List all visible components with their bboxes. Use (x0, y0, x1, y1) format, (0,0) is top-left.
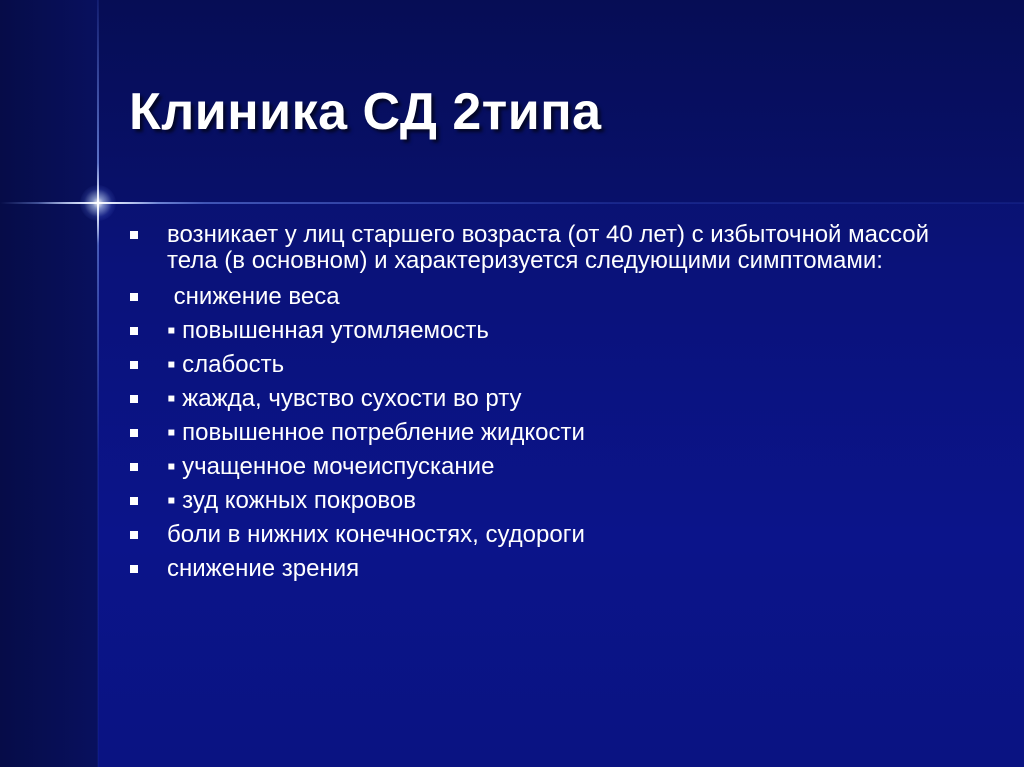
left-background-band (0, 0, 98, 767)
bullet-text: возникает у лиц старшего возраста (от 40 лет) с избыточной массой тела (в основном) и характеризуется следующими симптомами: (167, 221, 929, 274)
vertical-accent-line (97, 0, 99, 767)
square-bullet-icon (130, 231, 138, 239)
slide-title: Клиника СД 2типа (129, 83, 602, 141)
bullet-text: ▪ слабость (167, 351, 285, 378)
bullet-text: ▪ повышенное потребление жидкости (167, 419, 585, 446)
bullet-item (128, 454, 948, 480)
bullet-item (128, 352, 948, 378)
bullet-text: снижение зрения (167, 555, 360, 582)
square-bullet-icon (130, 293, 138, 301)
bullet-item (128, 318, 948, 344)
bullet-item (128, 284, 948, 310)
bullet-item (128, 386, 948, 412)
bullet-item (128, 420, 948, 446)
bullet-text: ▪ учащенное мочеиспускание (167, 453, 495, 480)
bullet-text: ▪ зуд кожных покровов (167, 487, 416, 514)
square-bullet-icon (130, 361, 138, 369)
bullet-text: ▪ жажда, чувство сухости во рту (167, 385, 522, 412)
sparkle-ray-vertical (97, 163, 99, 243)
square-bullet-icon (130, 565, 138, 573)
square-bullet-icon (130, 327, 138, 335)
bullet-item (128, 522, 948, 548)
bullet-list (128, 222, 948, 590)
bullet-text: ▪ повышенная утомляемость (167, 317, 489, 344)
square-bullet-icon (130, 497, 138, 505)
bullet-item (128, 556, 948, 582)
square-bullet-icon (130, 429, 138, 437)
bullet-text: снижение веса (167, 283, 340, 310)
bullet-item (128, 488, 948, 514)
bullet-text: боли в нижних конечностях, судороги (167, 521, 585, 548)
square-bullet-icon (130, 531, 138, 539)
square-bullet-icon (130, 463, 138, 471)
square-bullet-icon (130, 395, 138, 403)
bullet-item (128, 222, 948, 274)
